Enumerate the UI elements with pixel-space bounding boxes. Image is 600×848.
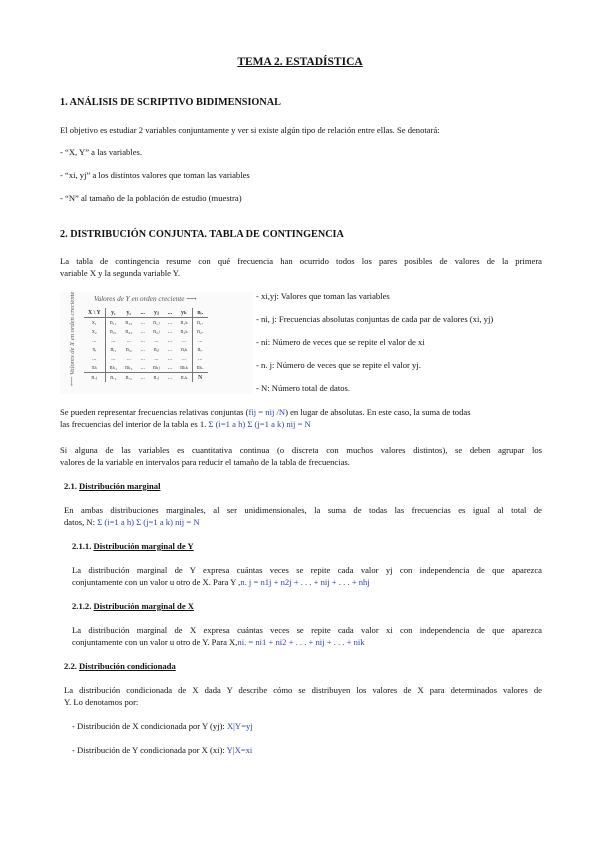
table-cell: ... <box>181 337 187 344</box>
table-cell: nₕₖ <box>180 364 188 371</box>
table-header-row <box>84 308 208 318</box>
table-cell: n.ⱼ <box>149 373 164 383</box>
section-1-intro: El objetivo es estudiar 2 variables conjuntamente y ver si existe algún tipo de relación entre ellas. Se denotará: <box>60 125 440 135</box>
table-side-label: ⟵ Valores de X en orden creciente <box>69 291 76 386</box>
table-cell: xᵢ <box>84 345 105 354</box>
table-cell: nₕ. <box>192 363 207 373</box>
table-cell: nᵢₖ <box>181 346 187 353</box>
table-cell: ... <box>140 346 145 353</box>
table-cell: X \ Y <box>84 308 105 318</box>
table-cell: n.₁ <box>105 373 121 383</box>
table-cell: ... <box>167 319 173 326</box>
table-cell: y₂ <box>121 308 136 318</box>
table-cell: ... <box>140 328 145 335</box>
table-cell: nₕ₁ <box>109 364 118 371</box>
table-row <box>84 345 208 354</box>
table-cell: ... <box>140 355 145 362</box>
table-cell: ... <box>154 355 159 362</box>
conditional-bullet-y: - Distribución de Y condicionada por X (xi): Y|X=xi <box>72 745 253 755</box>
table-cell: N <box>192 373 207 383</box>
marginal-x-formula: ni. = ni1 + ni2 + . . . + nij + . . . + nik <box>237 637 365 647</box>
section-2-intro-line1: La tabla de contingencia resume con qué frecuencia han ocurrido todos los pares posibles de valores de la primera <box>60 256 542 266</box>
table-legend-item: - n. j: Número de veces que se repite el valor yj. <box>256 360 421 370</box>
table-row <box>84 318 208 328</box>
table-cell: ... <box>167 346 173 353</box>
relative-freq-formula: fij = nij /N <box>248 407 286 417</box>
page-title: TEMA 2. ESTADÍSTICA <box>237 56 363 68</box>
table-cell: nₕⱼ <box>152 364 160 371</box>
table-cell: n₂₂ <box>125 328 133 335</box>
subsection-2-1-line1: En ambas distribuciones marginales, al ser unidimensionales, la suma de todas las frecuencias es igual al total de <box>64 505 542 515</box>
table-cell: nᵢ. <box>192 345 207 354</box>
table-cell: ... <box>167 328 173 335</box>
table-cell: ... <box>140 319 145 326</box>
section-1-heading: 1. ANÁLISIS DE SCRIPTIVO BIDIMENSIONAL <box>60 97 281 108</box>
subsection-2-1-1-line1: La distribución marginal de Y expresa cuántas veces se repite cada valor yj con independencia de que aparezca <box>72 565 542 575</box>
subsection-2-1-1-heading: 2.1.1. Distribución marginal de Y <box>72 541 194 551</box>
table-cell: ... <box>137 373 149 383</box>
table-cell: ... <box>181 355 187 362</box>
table-cell: y₁ <box>105 308 121 318</box>
table-cell: n₁₂ <box>125 319 133 326</box>
table-row <box>84 363 208 373</box>
table-cell: n₁ⱼ <box>153 319 160 326</box>
subsection-2-1-2-line1: La distribución marginal de X expresa cuántas veces se repite cada valor xi con independencia de que aparezca <box>72 625 542 635</box>
table-cell: nₕ₂ <box>125 364 133 371</box>
contingency-table <box>84 308 208 382</box>
section-2-heading: 2. DISTRIBUCIÓN CONJUNTA. TABLA DE CONTINGENCIA <box>60 229 344 240</box>
table-cell: ... <box>140 337 145 344</box>
table-cell: ... <box>84 336 105 345</box>
table-cell: ... <box>164 308 176 318</box>
table-cell: ... <box>192 354 207 363</box>
table-cell: ... <box>137 308 149 318</box>
table-row <box>84 327 208 336</box>
section-1-bullet: - “X, Y” a las variables. <box>60 147 143 157</box>
conditional-bullet-x: - Distribución de X condicionada por Y (yj): X|Y=yj <box>72 721 253 731</box>
table-cell: n₁. <box>192 318 207 328</box>
table-cell: ... <box>154 337 159 344</box>
section-1-bullet: - “N” al tamaño de la población de estudio (muestra) <box>60 193 242 203</box>
marginal-y-formula: n. j = n1j + n2j + . . . + nij + . . . + nhj <box>240 577 370 587</box>
table-cell: ... <box>192 336 207 345</box>
subsection-2-1-heading: 2.1. Distribución marginal <box>64 481 161 491</box>
table-cell: n.ⱼ <box>84 373 105 383</box>
table-cell: n₂. <box>192 327 207 336</box>
table-row <box>84 336 208 345</box>
conditional-x-formula: X|Y=yj <box>226 721 253 731</box>
subsection-2-2-line1: La distribución condicionada de X dada Y describe cómo se distribuyen los valores de X para determinados valores de <box>64 685 542 695</box>
table-legend-item: - N: Número total de datos. <box>256 383 351 393</box>
table-cell: yⱼ <box>149 308 164 318</box>
table-cell: nᵢ₁ <box>110 346 117 353</box>
table-cell: ... <box>111 337 116 344</box>
table-cell: ... <box>84 354 105 363</box>
table-caption: Valores de Y en orden creciente ⟶ <box>94 295 197 303</box>
table-legend-item: - ni: Número de veces que se repite el valor de xi <box>256 337 425 347</box>
marginal-sum-formula: Σ (i=1 a h) Σ (j=1 a k) nij = N <box>97 517 200 527</box>
table-cell: xₕ <box>84 363 105 373</box>
table-cell: ... <box>140 364 145 371</box>
continuous-line2: valores de la variable en intervalos para reducir el tamaño de la tabla de frecuencias. <box>60 457 350 467</box>
table-cell: nᵢ. <box>192 308 207 318</box>
contingency-table-figure <box>60 292 253 394</box>
table-total-row <box>84 373 208 383</box>
section-2-intro-line2: variable X y la segunda variable Y. <box>60 268 181 278</box>
table-cell: ... <box>167 364 173 371</box>
table-cell: nᵢ₂ <box>125 346 132 353</box>
table-cell: yₖ <box>176 308 192 318</box>
section-1-bullet: - “xi, yj” a los distintos valores que toman las variables <box>60 170 250 180</box>
table-cell: n₂₁ <box>109 328 117 335</box>
subsection-2-1-2-line2: conjuntamente con un valor u otro de Y. Para X,ni. = ni1 + ni2 + . . . + nij + . . . + nik <box>72 637 365 647</box>
table-cell: n.ₖ <box>176 373 192 383</box>
conditional-y-formula: Y|X=xi <box>226 745 253 755</box>
relative-freq-line2: las frecuencias del interior de la tabla es 1. Σ (i=1 a h) Σ (j=1 a k) nij = N <box>60 419 311 429</box>
table-cell: n₂ⱼ <box>153 328 160 335</box>
relative-freq-line1: Se pueden representar frecuencias relativas conjuntas (fij = nij /N) en lugar de absolutas. En este caso, la suma de todas <box>60 407 471 417</box>
table-cell: n₁₁ <box>109 319 117 326</box>
table-cell: ... <box>111 355 116 362</box>
table-row <box>84 354 208 363</box>
subsection-2-2-line2: Y. Lo denotamos por: <box>64 697 139 707</box>
table-cell: n.₂ <box>121 373 136 383</box>
table-cell: n₁ₖ <box>180 319 188 326</box>
subsection-2-1-line2: datos, N: Σ (i=1 a h) Σ (j=1 a k) nij = N <box>64 517 200 527</box>
table-cell: ... <box>164 373 176 383</box>
table-cell: n₂ₖ <box>180 328 188 335</box>
subsection-2-2-heading: 2.2. Distribución condicionada <box>64 661 176 671</box>
subsection-2-1-2-heading: 2.1.2. Distribución marginal de X <box>72 601 194 611</box>
table-cell: x₁ <box>84 318 105 328</box>
table-cell: x₂ <box>84 327 105 336</box>
table-cell: ... <box>167 337 173 344</box>
subsection-2-1-1-line2: conjuntamente con un valor u otro de X. Para Y ,n. j = n1j + n2j + . . . + nij + . . . + nhj <box>72 577 370 587</box>
table-cell: ... <box>167 355 173 362</box>
table-cell: nᵢⱼ <box>153 346 160 353</box>
table-legend-item: - xi,yj: Valores que toman las variables <box>256 291 390 301</box>
sum-formula: Σ (i=1 a h) Σ (j=1 a k) nij = N <box>208 419 311 429</box>
table-cell: ... <box>126 337 131 344</box>
table-cell: ... <box>126 355 131 362</box>
continuous-line1: Si alguna de las variables es cuantitativa continua (o discreta con muchos valores distintos), se deben agrupar los <box>60 445 542 455</box>
table-legend-item: - ni, j: Frecuencias absolutas conjuntas de cada par de valores (xi, yj) <box>256 314 494 324</box>
